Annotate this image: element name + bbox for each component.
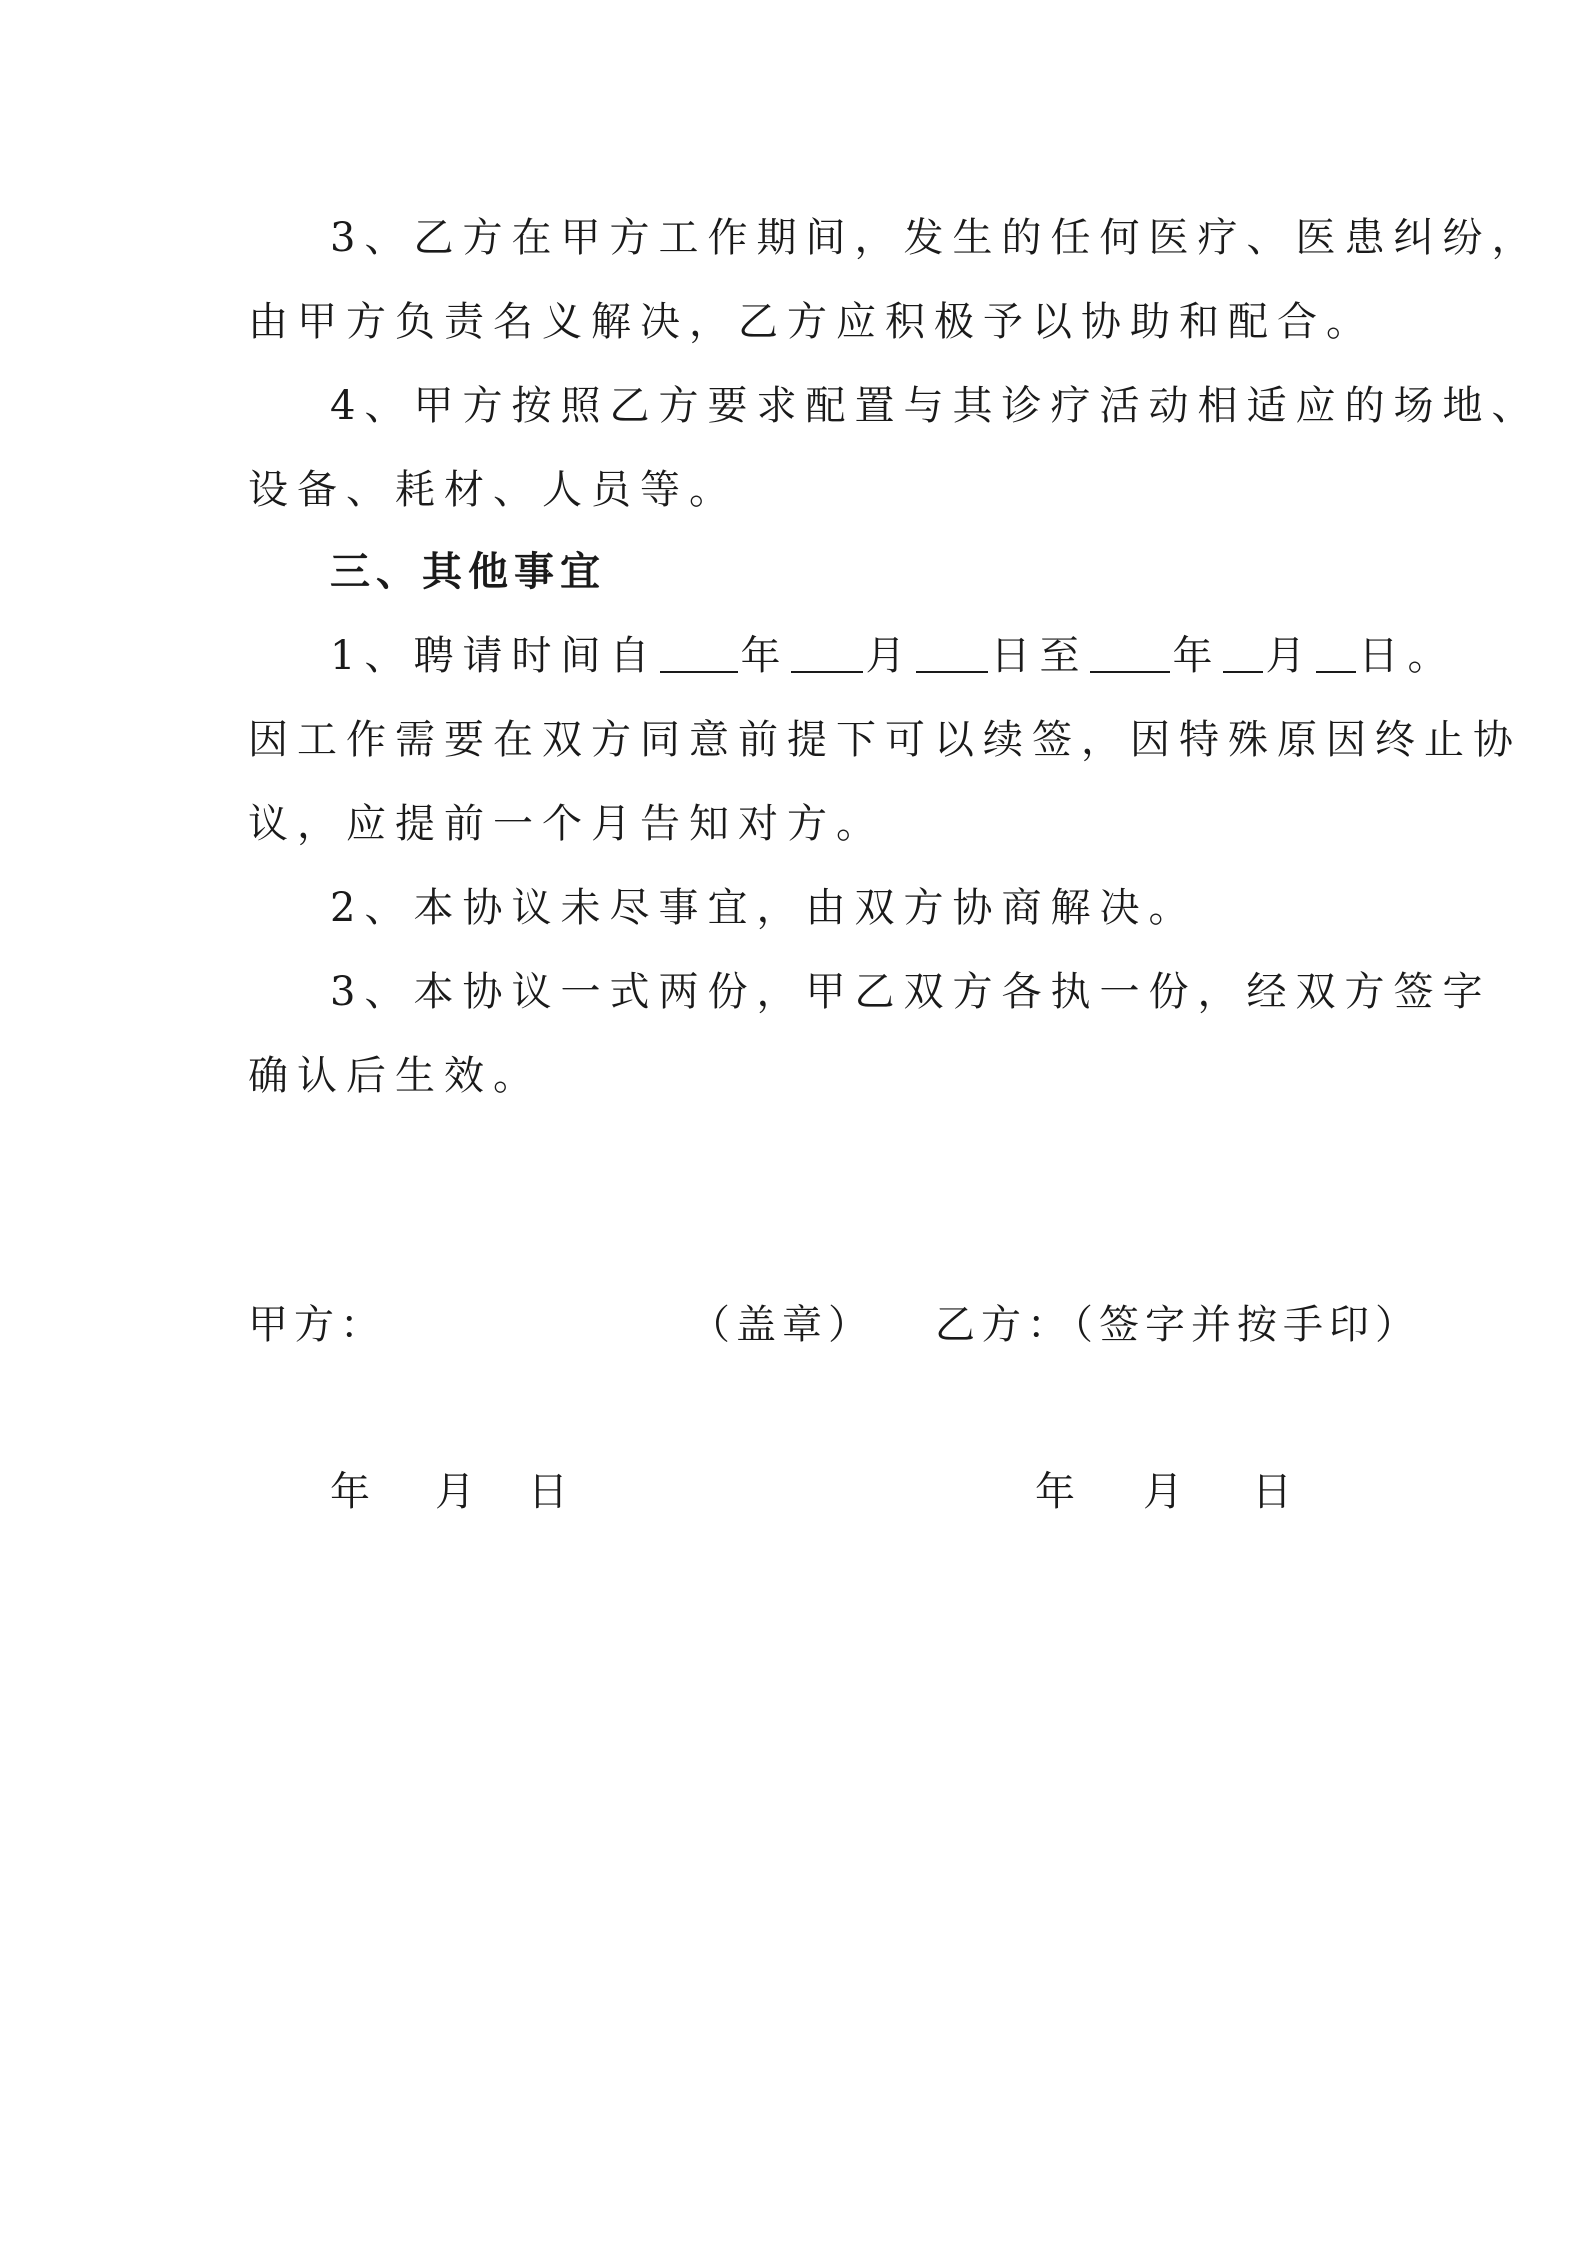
term-clause-line-1 xyxy=(330,633,1457,679)
term-clause-line-3: 议，应提前一个月告知对方。 xyxy=(248,801,885,847)
start-day-blank xyxy=(916,637,988,673)
start-month-label: 月 xyxy=(865,633,915,679)
clause-3-line-1: 3、乙方在甲方工作期间，发生的任何医疗、医患纠纷， xyxy=(330,215,1541,261)
clause-unresolved-matters: 2、本协议未尽事宜，由双方协商解决。 xyxy=(330,885,1198,931)
section-3-heading: 三、其他事宜 xyxy=(330,548,606,595)
term-prefix: 1、聘请时间自 xyxy=(330,633,659,679)
end-month-blank xyxy=(1223,637,1263,673)
party-a-date-month: 月 xyxy=(435,1469,475,1515)
party-b-date-year: 年 xyxy=(1035,1469,1075,1515)
start-year-blank xyxy=(660,637,738,673)
term-clause-line-2: 因工作需要在双方同意前提下可以续签，因特殊原因终止协 xyxy=(248,717,1522,763)
clause-4-line-2: 设备、耗材、人员等。 xyxy=(248,467,738,513)
party-b-date-month: 月 xyxy=(1143,1469,1183,1515)
start-year-label: 年 xyxy=(740,633,790,679)
party-a-date-year: 年 xyxy=(330,1469,370,1515)
end-year-label: 年 xyxy=(1172,633,1222,679)
clause-4-line-1: 4、甲方按照乙方要求配置与其诊疗活动相适应的场地、 xyxy=(330,383,1541,429)
end-day-label: 日。 xyxy=(1358,633,1457,679)
end-day-blank xyxy=(1316,637,1356,673)
start-day-to-label: 日至 xyxy=(990,633,1089,679)
start-month-blank xyxy=(791,637,863,673)
party-b-date-day: 日 xyxy=(1252,1469,1292,1515)
party-a-label: 甲方： xyxy=(248,1302,386,1348)
clause-copies-line-2: 确认后生效。 xyxy=(248,1053,542,1099)
clause-copies-line-1: 3、本协议一式两份，甲乙双方各执一份，经双方签字 xyxy=(330,969,1492,1015)
end-month-label: 月 xyxy=(1265,633,1315,679)
party-a-date-day: 日 xyxy=(528,1469,568,1515)
party-b-label: 乙方：（签字并按手印） xyxy=(935,1302,1421,1348)
end-year-blank xyxy=(1090,637,1170,673)
party-a-seal-label: （盖章） xyxy=(690,1302,874,1348)
clause-3-line-2: 由甲方负责名义解决，乙方应积极予以协助和配合。 xyxy=(248,299,1375,345)
